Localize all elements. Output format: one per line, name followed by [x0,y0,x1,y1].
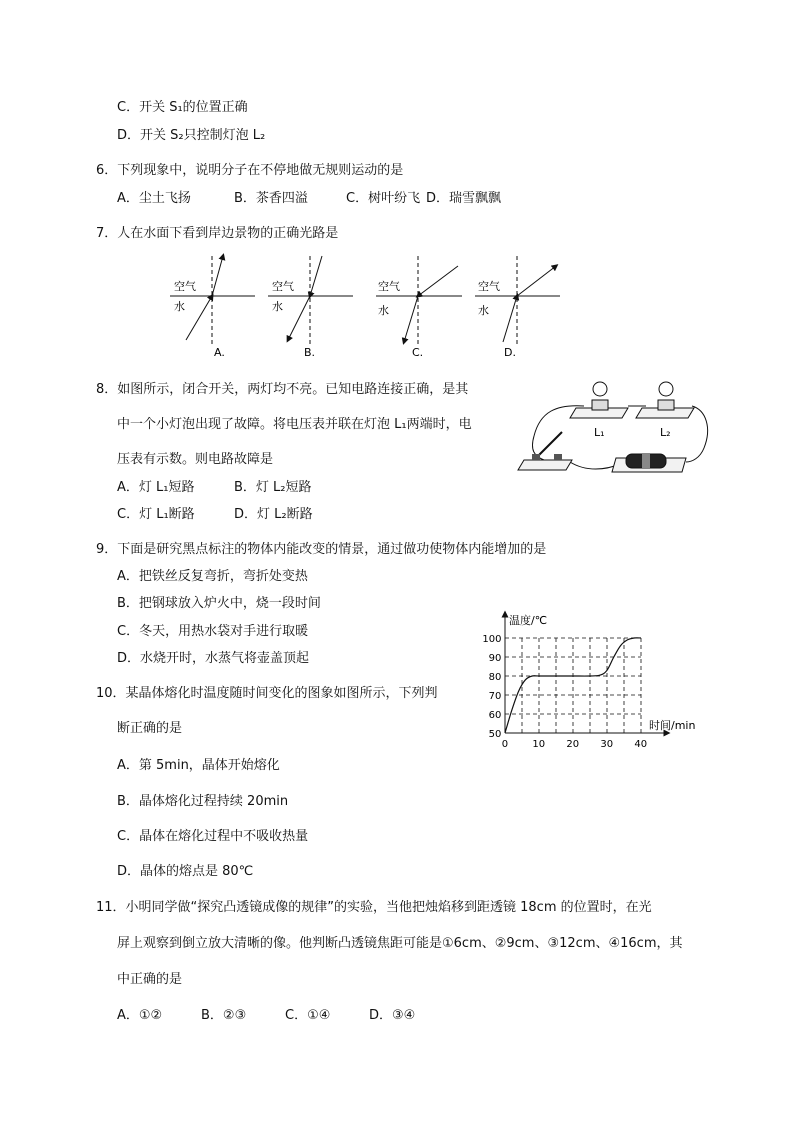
switch-base [518,460,572,470]
q9-option-d: D．水烧开时，水蒸气将壶盖顶起 [117,651,310,666]
q8-option-c: C．灯 L₁断路 [117,507,195,522]
diagram-c [376,256,462,359]
diagram-label-d: D. [504,346,516,359]
x-tick-label: 40 [634,739,648,750]
diagram-d [475,256,560,359]
q5-option-c: C．开关 S₁的位置正确 [117,100,248,115]
air-label-c: 空气 [378,280,400,293]
q8-stem-line1: 8．如图所示，闭合开关，两灯均不亮。已知电路连接正确，是其 [96,382,469,397]
melting-curve-chart [478,605,718,755]
diagram-b [268,256,353,359]
lamp1-bulb-icon [593,382,607,396]
lamp2-bulb-icon [659,382,673,396]
y-tick-label: 60 [488,710,502,721]
q8-option-a: A．灯 L₁短路 [117,480,195,495]
water-label-d: 水 [478,304,489,317]
lamp1-label: L₁ [594,426,605,439]
q10-stem-line2: 断正确的是 [117,721,183,736]
q10-option-c: C．晶体在熔化过程中不吸收热量 [117,829,309,844]
q11-stem-line3: 中正确的是 [117,972,183,987]
x-tick-label: 30 [600,739,614,750]
lamp2-label: L₂ [660,426,671,439]
air-label-b: 空气 [272,280,294,293]
q9-option-b: B．把钢球放入炉火中，烧一段时间 [117,596,321,611]
y-tick-label: 80 [488,672,502,683]
x-tick-label: 10 [532,739,546,750]
x-tick-label: 0 [501,739,509,750]
y-tick-label: 100 [482,634,502,645]
q6-option-a: A．尘土飞扬 [117,191,191,206]
q10-option-d: D．晶体的熔点是 80℃ [117,864,254,879]
q6-option-b: B．茶香四溢 [234,191,308,206]
q11-option-b: B．②③ [201,1008,247,1023]
q10-stem-line1: 10．某晶体熔化时温度随时间变化的图象如图所示，下列判 [96,686,438,701]
q10-option-b: B．晶体熔化过程持续 20min [117,794,289,809]
q6-stem: 6．下列现象中，说明分子在不停地做无规则运动的是 [96,163,404,178]
diagram-a [170,256,255,359]
diagram-label-c: C. [412,346,424,359]
y-tick-label: 90 [488,653,502,664]
y-axis-title: 温度/℃ [509,614,548,627]
q8-option-d: D．灯 L₂断路 [234,507,313,522]
diagram-label-a: A. [214,346,225,359]
water-label-b: 水 [272,300,283,313]
q6-option-d: D．瑞雪飘飘 [426,191,502,206]
q11-stem-line1: 11．小明同学做“探究凸透镜成像的规律”的实验，当他把烛焰移到距透镜 18cm 的位置时，在光 [96,900,652,915]
q9-option-c: C．冬天，用热水袋对手进行取暖 [117,624,309,639]
y-tick-label: 50 [488,729,502,740]
air-label-a: 空气 [174,280,196,293]
q11-option-d: D．③④ [369,1008,416,1023]
chart-grid [505,638,641,733]
q9-option-a: A．把铁丝反复弯折，弯折处变热 [117,569,308,584]
water-label-c: 水 [378,304,389,317]
q11-stem-line2: 屏上观察到倒立放大清晰的像。他判断凸透镜焦距可能是①6cm、②9cm、③12cm、④16cm，其 [117,936,683,951]
q9-stem: 9．下面是研究黑点标注的物体内能改变的情景，通过做功使物体内能增加的是 [96,542,547,557]
q11-option-c: C．①④ [285,1008,331,1023]
water-label-a: 水 [174,300,185,313]
q6-option-c: C．树叶纷飞 [346,191,421,206]
q8-stem-line3: 压表有示数。则电路故障是 [117,452,274,467]
q11-option-a: A．①② [117,1008,163,1023]
x-tick-label: 20 [566,739,580,750]
diagram-label-b: B. [304,346,316,359]
y-tick-label: 70 [488,691,502,702]
light-path-diagrams [160,252,570,364]
q8-stem-line2: 中一个小灯泡出现了故障。将电压表并联在灯泡 L₁两端时，电 [117,417,472,432]
circuit-illustration [516,378,714,478]
q10-option-a: A．第 5min，晶体开始熔化 [117,758,280,773]
x-axis-title: 时间/min [649,719,696,732]
air-label-d: 空气 [478,280,500,293]
q5-option-d: D．开关 S₂只控制灯泡 L₂ [117,128,266,143]
q8-option-b: B．灯 L₂短路 [234,480,312,495]
q7-stem: 7．人在水面下看到岸边景物的正确光路是 [96,226,339,241]
